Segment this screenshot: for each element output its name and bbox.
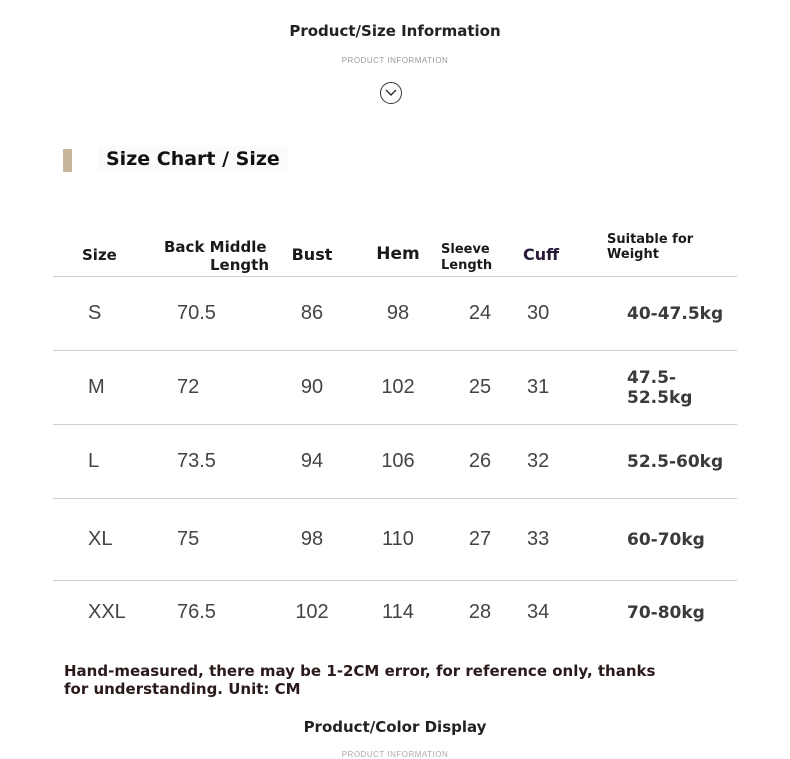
table-cell: 25 [441,351,519,425]
table-row [53,425,737,499]
table-cell: 86 [269,277,355,351]
section-accent-bar [63,149,72,172]
table-cell: 98 [269,499,355,581]
section-title: Size Chart / Size [98,146,288,172]
header-back-middle-length [143,218,269,277]
table-cell: 34 [527,601,550,624]
table-cell: 114 [382,601,414,624]
header-label: Size [82,246,117,264]
table-cell: 32 [519,425,597,499]
table-cell: 106 [355,425,441,499]
table-cell: S [53,277,143,351]
table-cell: 47.5-52.5kg [597,351,737,425]
table-cell: 110 [355,499,441,581]
table-cell: XXL [88,601,126,624]
table-row [53,581,737,645]
table-cell: 52.5-60kg [597,425,737,499]
table-cell: 24 [441,277,519,351]
table-cell: 70-80kg [627,602,705,623]
table-row [53,351,737,425]
header-hem [355,218,441,277]
table-cell: 31 [519,351,597,425]
table-cell: 72 [143,351,269,425]
header-cuff [519,218,597,277]
table-header-row [53,218,737,277]
header-label: Hem [376,244,420,264]
table-row [53,499,737,581]
chevron-down-circle-icon [380,82,402,104]
table-row [53,277,737,351]
table-cell: 102 [355,351,441,425]
table-cell: 27 [441,499,519,581]
header-label: Length [210,256,269,274]
header-sleeve-length [441,218,519,277]
table-cell: 94 [269,425,355,499]
table-cell: XL [53,499,143,581]
table-cell: 70.5 [143,277,269,351]
measurement-note: Hand-measured, there may be 1-2CM error, for reference only, thanks for understanding. Unit: CM [64,662,656,698]
table-cell: L [53,425,143,499]
header-bust [269,218,355,277]
header-label: Back Middle [164,238,267,256]
table-cell: 30 [519,277,597,351]
table-cell: 76.5 [177,601,216,624]
header-label: Cuff [523,245,560,264]
table-cell: 75 [143,499,269,581]
size-chart-table [53,218,737,645]
table-cell: 102 [295,601,329,624]
header-label: Bust [291,245,333,264]
header-suitable-weight [597,218,737,277]
table-cell: 90 [269,351,355,425]
table-cell: 28 [468,601,492,624]
header-label: Length [441,258,493,273]
table-cell: 60-70kg [597,499,737,581]
table-cell: 40-47.5kg [597,277,737,351]
table-cell: 26 [441,425,519,499]
table-cell: 73.5 [143,425,269,499]
footer-subtitle: PRODUCT INFORMATION [341,750,449,759]
table-cell: 33 [519,499,597,581]
table-cell: M [53,351,143,425]
header-label: Sleeve [441,242,490,257]
footer-title: Product/Color Display [303,718,487,736]
header-label: Suitable for Weight [607,232,694,262]
header-size [53,218,143,277]
page-title: Product/Size Information [289,22,501,40]
page-subtitle: PRODUCT INFORMATION [341,56,449,65]
table-cell: 98 [355,277,441,351]
